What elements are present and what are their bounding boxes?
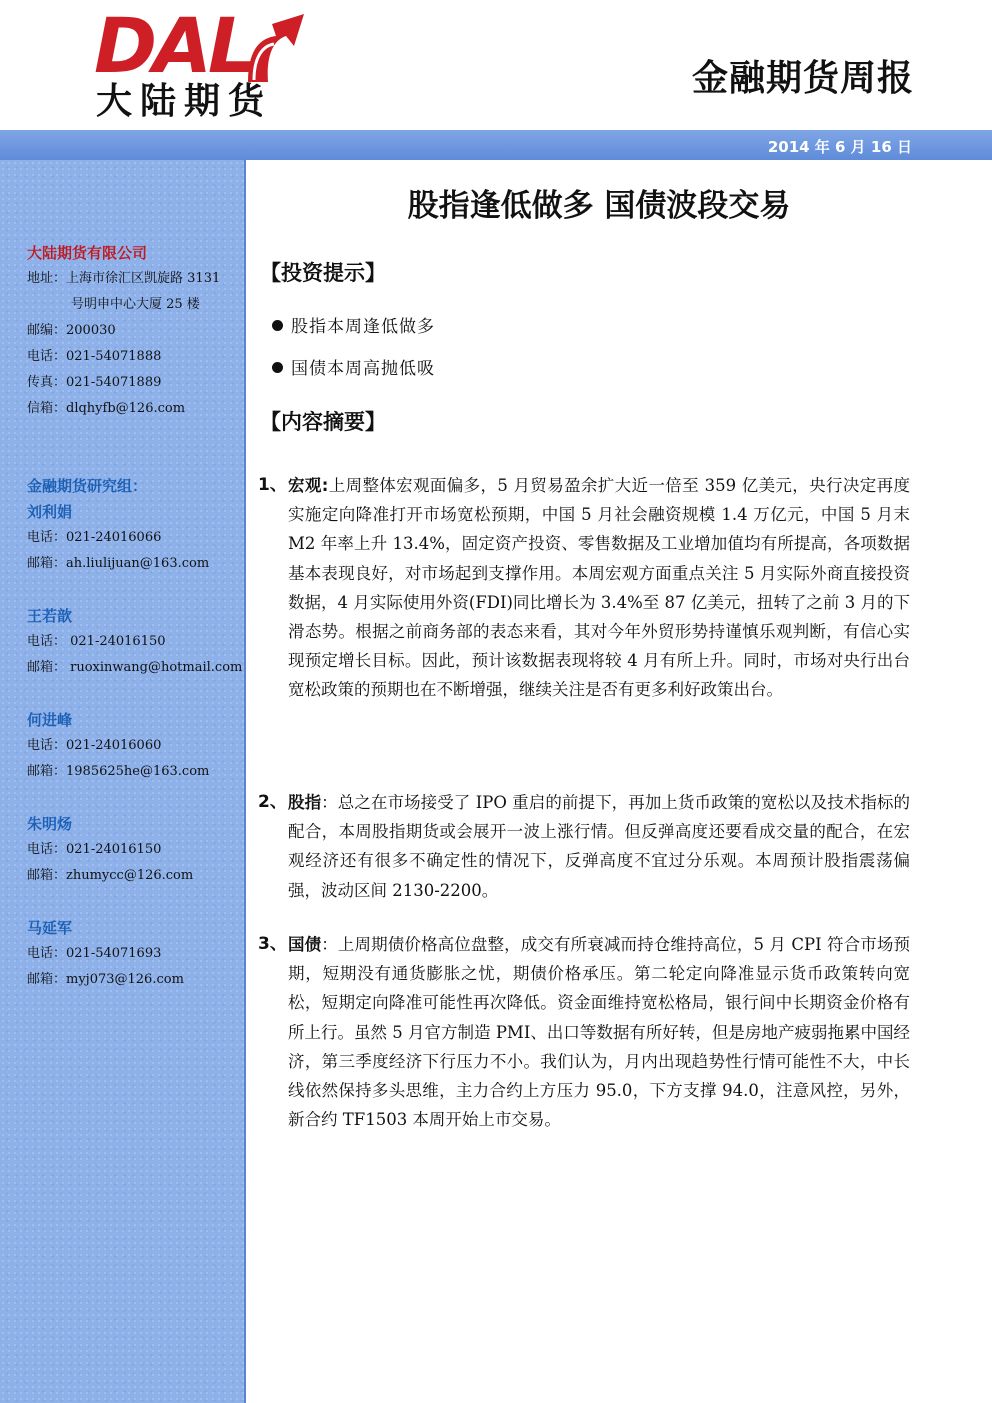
- report-title: 金融期货周报: [691, 58, 914, 99]
- section-lead: 股指: [288, 793, 322, 812]
- team-member: [27, 915, 242, 993]
- company-phone: 电话：021-54071888: [27, 349, 162, 364]
- section-number: 3、: [258, 934, 287, 954]
- tip-item: [272, 312, 435, 337]
- summary-heading: 【内容摘要】: [260, 410, 386, 434]
- member-phone: 电话：021-24016060: [27, 738, 162, 753]
- team-member: [27, 811, 242, 889]
- address-label: 地址：: [27, 271, 67, 286]
- page-header: [0, 0, 992, 130]
- member-name: 朱明炀: [27, 815, 73, 833]
- member-phone: 电话： 021-24016150: [27, 634, 166, 649]
- bullet-dot-icon: [272, 362, 283, 373]
- company-name: 大陆期货有限公司: [27, 244, 148, 262]
- company-logo: [92, 1, 316, 124]
- date-bar: [0, 130, 992, 160]
- member-name: 何进峰: [27, 711, 73, 729]
- summary-section-index: [258, 788, 910, 905]
- team-member: [27, 499, 242, 577]
- member-email: 邮箱：zhumycc@126.com: [27, 868, 194, 883]
- summary-section-bonds: [258, 930, 910, 1134]
- summary-section-macro: [258, 471, 910, 705]
- section-number: 2、: [258, 792, 287, 812]
- contact-sidebar: [0, 160, 246, 1403]
- team-member: [27, 707, 242, 785]
- member-name: 马延军: [27, 919, 73, 937]
- address-line-1: 上海市徐汇区凯旋路 3131: [66, 271, 221, 286]
- report-date: 2014 年 6 月 16 日: [767, 138, 912, 156]
- tip-text: 国债本周高抛低吸: [291, 359, 435, 379]
- team-member: [27, 603, 242, 681]
- section-text: ：上周期债价格高位盘整，成交有所衰减而持仓维持高位，5 月 CPI 符合市场预期，短期没有通货膨胀之忧，期债价格承压。第二轮定向降准显示货币政策转向宽松，短期定向降准可能性再次降低。资金面维持宽松格局，银行间中长期资金价格有所上行。虽然 5 月官方制造 PMI、出口等数据有所好转，但是房地产疲弱拖累中国经济，第三季度经济下行压力不小。我们认为，月内出现趋势性行情可能性不大，中长线依然保持多头思维，主力合约上方压力 95.0，下方支撑 94.0，注意风控，另外，新合约 TF1503 本周开始上市交易。: [288, 935, 911, 1130]
- logo-arrow-icon: [242, 10, 308, 84]
- section-body: [288, 788, 910, 905]
- company-info: [27, 240, 242, 422]
- tip-text: 股指本周逢低做多: [291, 317, 435, 337]
- section-text: 上周整体宏观面偏多，5 月贸易盈余扩大近一倍至 359 亿美元，央行决定再度实施定向降准打开市场宽松预期，中国 5 月社会融资规模 1.4 万亿元，中国 5 月末 M2 年率上升 13.4%，固定资产投资、零售数据及工业增加值均有所提高，各项数据基本表现良好，对市场起到支撑作用。本周宏观方面重点关注 5 月实际外商直接投资数据，4 月实际使用外资(FDI)同比增长为 3.4%至 87 亿美元，扭转了之前 3 月的下滑态势。根据之前商务部的表态来看，其对今年外贸形势持谨慎乐观判断，有信心实现预定增长目标。因此，预计该数据表现将较 4 月有所上升。同时，市场对央行出台宽松政策的预期也在不断增强，继续关注是否有更多利好政策出台。: [288, 476, 910, 700]
- section-lead: 国债: [288, 935, 322, 954]
- member-name: 刘利娟: [27, 503, 73, 521]
- section-body: [288, 471, 910, 705]
- report-headline: 股指逢低做多 国债波段交易: [407, 188, 791, 224]
- member-email: 邮箱：myj073@126.com: [27, 972, 184, 987]
- team-title: 金融期货研究组：: [27, 477, 148, 495]
- member-email: 邮箱：ah.liulijuan@163.com: [27, 556, 210, 571]
- section-number: 1、: [258, 475, 287, 495]
- address-line-2: 号明申中心大厦 25 楼: [71, 297, 200, 312]
- company-postcode: 邮编：200030: [27, 323, 116, 338]
- logo-wordmark: DAL: [94, 1, 253, 90]
- section-body: [288, 930, 910, 1134]
- member-phone: 电话：021-24016150: [27, 842, 162, 857]
- member-email: 邮箱：1985625he@163.com: [27, 764, 210, 779]
- company-email: 信箱：dlqhyfb@126.com: [27, 401, 186, 416]
- member-email: 邮箱： ruoxinwang@hotmail.com: [27, 660, 243, 675]
- member-phone: 电话：021-54071693: [27, 946, 162, 961]
- member-phone: 电话：021-24016066: [27, 530, 162, 545]
- logo-chinese-name: 大陆期货: [96, 81, 273, 122]
- company-address: [27, 266, 242, 292]
- bullet-dot-icon: [272, 320, 283, 331]
- company-fax: 传真：021-54071889: [27, 375, 162, 390]
- section-lead: 宏观:: [288, 476, 329, 495]
- research-team: [27, 473, 242, 577]
- tips-heading: 【投资提示】: [260, 261, 386, 285]
- section-text: ：总之在市场接受了 IPO 重启的前提下，再加上货币政策的宽松以及技术指标的配合，本周股指期货或会展开一波上涨行情。但反弹高度还要看成交量的配合，在宏观经济还有很多不确定性的情况下，反弹高度不宜过分乐观。本周预计股指震荡偏强，波动区间 2130-2200。: [288, 793, 911, 900]
- tip-item: [272, 354, 435, 379]
- member-name: 王若歆: [27, 607, 73, 625]
